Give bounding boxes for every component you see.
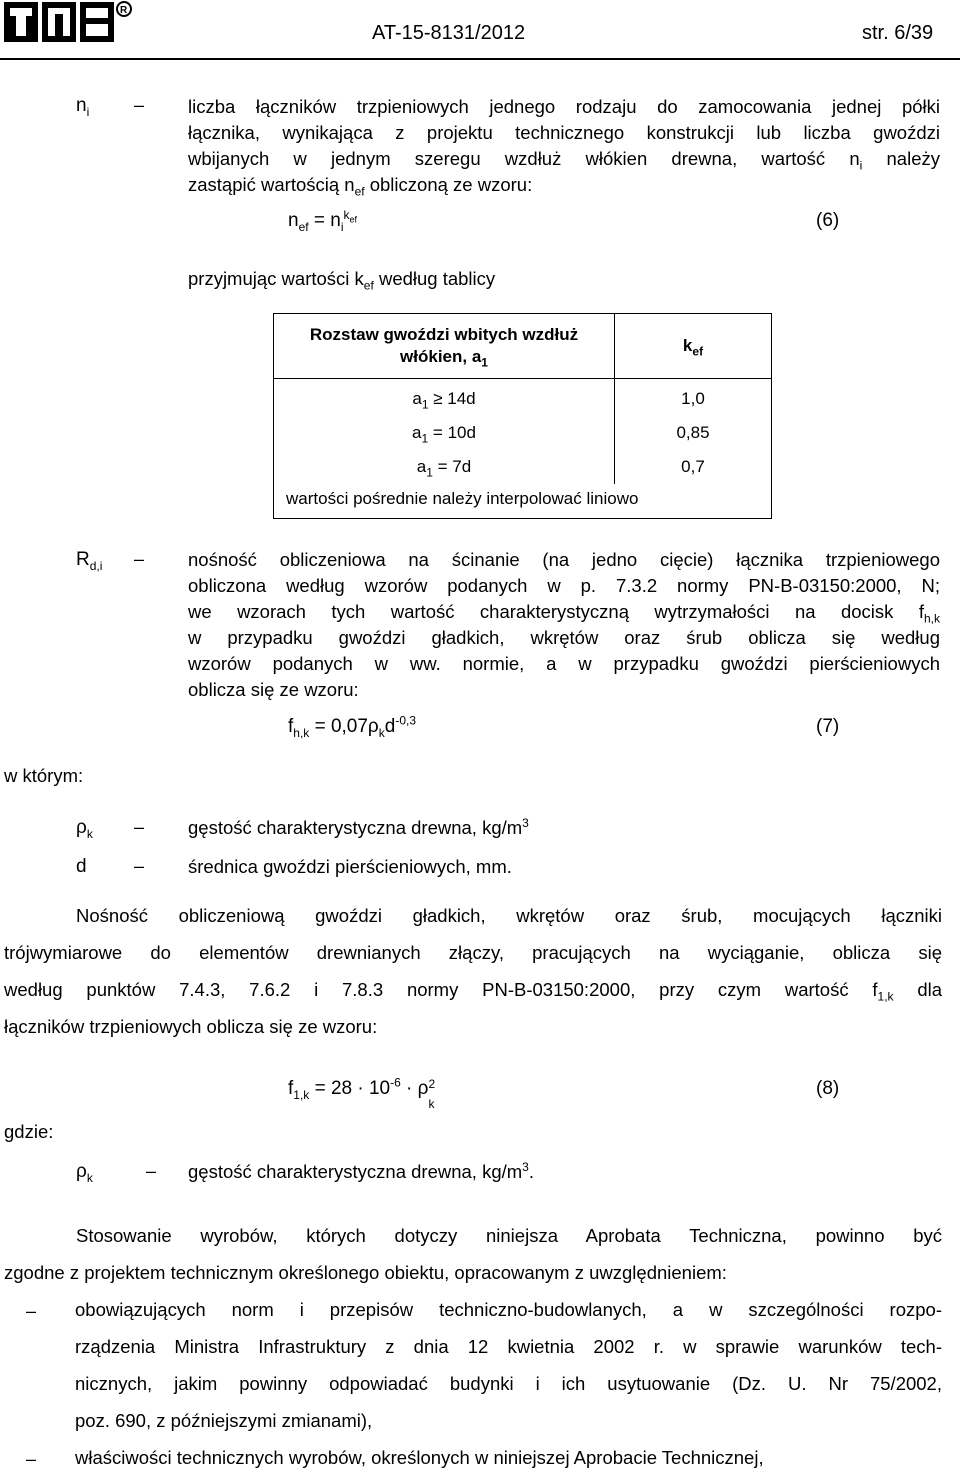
formula-7: $f_{h,k} = 0,07\rho_kd^{-0,3}$ <box>288 713 417 740</box>
bullet-dash: – <box>26 1449 37 1469</box>
rd-line-5: wzorów podanych w ww. normie, a w przypadku gwoździ pierścieniowych <box>188 653 940 674</box>
kef-cell: 1,0 <box>615 379 772 417</box>
table-intro: przyjmując wartości $k_{ef}$ według tablicy <box>188 268 496 293</box>
bullet-line: właściwości technicznych wyrobów, określonych w niniejszej Aprobacie Technicznej, <box>75 1447 764 1468</box>
formula-6: $n_{ef} = n_i^{k_{ef}}$ <box>288 207 358 234</box>
rd-line-4: w przypadku gwoździ gładkich, wkrętów oraz śrub oblicza się według <box>188 627 940 648</box>
kef-cell: 0,85 <box>615 416 772 450</box>
ni-symbol: $n_i$ <box>76 95 90 119</box>
bullet-line: obowiązujących norm i przepisów techniczno-budowlanych, a w szczególności rozpo- <box>75 1299 942 1320</box>
spacing-cell: $a_1 = 10d$ <box>274 416 615 450</box>
equation-number-7: (7) <box>816 716 840 737</box>
rd-line-6: oblicza się ze wzoru: <box>188 679 359 700</box>
rho-k-definition: gęstość charakterystyczna drewna, $kg/m^3$ <box>188 815 529 838</box>
rd-line-1: nośność obliczeniowa na ścinanie (na jedno cięcie) łącznika trzpieniowego <box>188 549 940 570</box>
stosowanie-line-1: Stosowanie wyrobów, których dotyczy niniejsza Aprobata Techniczna, powinno być <box>76 1225 942 1246</box>
ni-dash: – <box>134 95 145 115</box>
rho-k-symbol: $\rho_k$ <box>76 817 93 841</box>
bullet-item <box>75 1439 942 1476</box>
nosnosc-line-2: trójwymiarowe do elementów drewnianych złączy, pracujących na wyciąganie, oblicza się <box>4 942 942 963</box>
d-symbol: d <box>76 856 87 877</box>
bullet-item <box>75 1291 942 1439</box>
rd-definition <box>188 547 940 703</box>
bullet-line: rządzenia Ministra Infrastruktury z dnia 12 kwietnia 2002 r. w sprawie warunków tech- <box>75 1336 942 1357</box>
d-definition: średnica gwoździ pierścieniowych, mm. <box>188 856 512 877</box>
formula-8: $f_{1,k} = 28 \cdot 10^{-6} \cdot \rho$ 2 k <box>288 1075 436 1111</box>
itb-logo <box>2 0 132 46</box>
w-ktorym-label: w którym: <box>4 765 84 786</box>
table-note: wartości pośrednie należy interpolować liniowo <box>274 484 772 519</box>
kef-header-spacing: Rozstaw gwoździ wbitych wzdłuż włókien, $a_1$ <box>274 314 615 379</box>
bullet-line: nicznych, jakim powinny odpowiadać budynki i ich usytuowanie (Dz. U. Nr 75/2002, <box>75 1373 942 1394</box>
def-dash: – <box>134 817 145 837</box>
bullet-line: poz. 690, z późniejszymi zmianami), <box>75 1410 373 1431</box>
ni-line-2: łącznika, wynikająca z projektu technicznego konstrukcji lub liczba gwoździ <box>188 122 940 143</box>
nosnosc-line-1: Nośność obliczeniową gwoździ gładkich, wkrętów oraz śrub, mocujących łączniki <box>76 905 942 926</box>
stosowanie-line-2: zgodne z projektem technicznym określonego obiektu, opracowanym z uwzględnieniem: <box>4 1262 727 1283</box>
ni-line-3: wbijanych w jednym szeregu wzdłuż włókien drewna, wartość $n_i$ należy <box>188 148 940 173</box>
table-note-row <box>274 484 772 519</box>
kef-table-header <box>274 314 772 379</box>
def-dash: – <box>146 1161 157 1181</box>
document-id: AT-15-8131/2012 <box>372 22 526 44</box>
spacing-cell: $a_1 = 7d$ <box>274 450 615 484</box>
ni-line-4: zastąpić wartością $n_{ef}$ obliczoną ze wzoru: <box>188 174 533 199</box>
kef-cell: 0,7 <box>615 450 772 484</box>
def-dash: – <box>134 856 145 876</box>
spacing-cell: $a_1 \ge 14d$ <box>274 379 615 417</box>
equation-number-8: (8) <box>816 1078 840 1099</box>
svg-text:R: R <box>120 5 128 16</box>
nosnosc-paragraph <box>4 897 942 1045</box>
ni-line-1: liczba łączników trzpieniowych jednego rodzaju do zamocowania jednej półki <box>188 96 940 117</box>
nosnosc-line-4: łączników trzpieniowych oblicza się ze wzoru: <box>4 1016 378 1037</box>
equation-number-6: (6) <box>816 210 840 231</box>
kef-header-value: $k_{ef}$ <box>615 314 772 379</box>
ni-definition <box>188 94 940 198</box>
page-number: str. 6/39 <box>862 22 934 44</box>
rd-symbol: $R_{d,i}$ <box>76 549 103 573</box>
table-row <box>274 379 772 417</box>
rho-k-definition: gęstość charakterystyczna drewna, $kg/m^3$. <box>188 1159 534 1182</box>
rho-k-symbol: $\rho_k$ <box>76 1161 93 1185</box>
rd-line-3: we wzorach tych wartość charakterystyczną wytrzymałości na docisk $f_{h,k}$ <box>188 601 940 626</box>
table-row <box>274 450 772 484</box>
nosnosc-line-3: według punktów 7.4.3, 7.6.2 i 7.8.3 normy PN-B-03150:2000, przy czym wartość $f_{1,k}$ dla <box>4 979 943 1004</box>
bullet-dash: – <box>26 1301 37 1321</box>
kef-table <box>273 313 772 519</box>
table-row <box>274 416 772 450</box>
rd-dash: – <box>134 549 145 569</box>
gdzie-label: gdzie: <box>4 1121 54 1142</box>
rd-line-2: obliczona według wzorów podanych w p. 7.3.2 normy PN-B-03150:2000, N; <box>188 575 940 596</box>
stosowanie-paragraph <box>4 1217 942 1291</box>
header-divider <box>0 58 960 60</box>
